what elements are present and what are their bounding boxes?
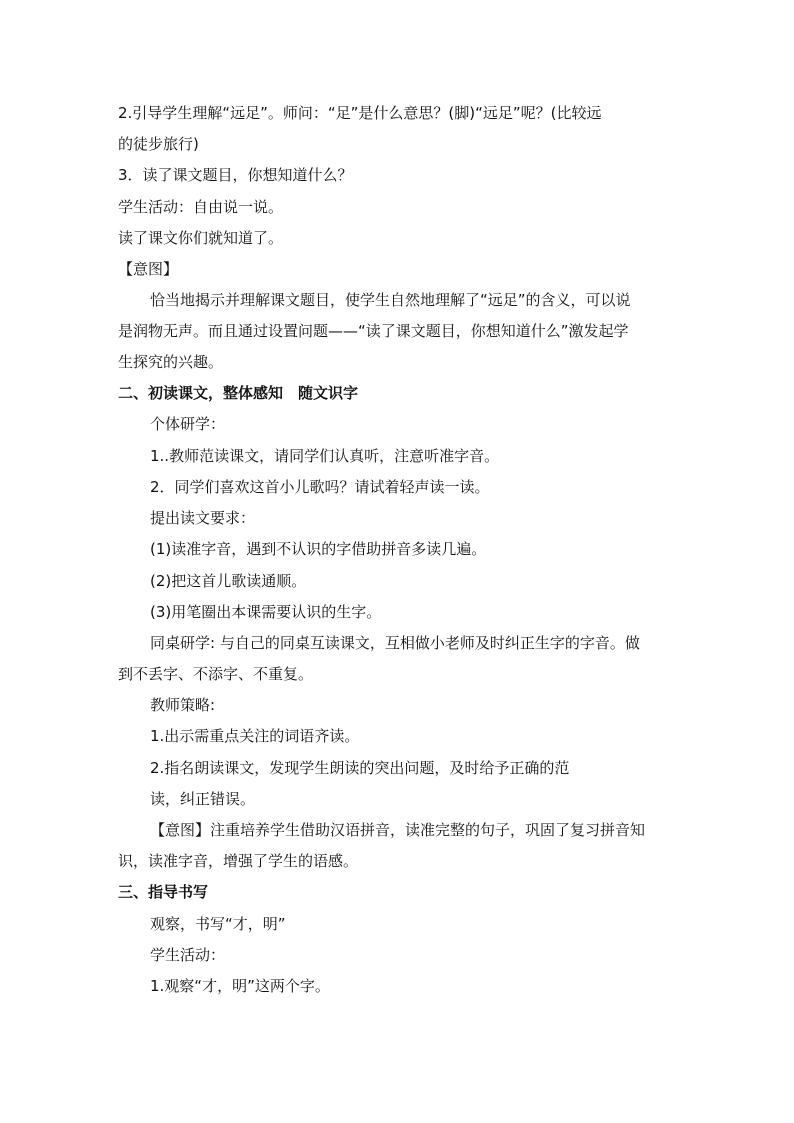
text-line: 的徒步旅行) [118, 135, 199, 153]
text-line: 读了课文你们就知道了。 [118, 229, 284, 247]
text-line: 读，纠正错误。 [150, 790, 256, 808]
text-line: 1.出示需重点关注的词语齐读。 [150, 727, 360, 745]
text-line: 1.观察“才，明”这两个字。 [150, 977, 330, 995]
text-line: (1)读准字音，遇到不认识的字借助拼音多读几遍。 [150, 540, 487, 558]
section-heading: 二、初读课文，整体感知 随文识字 [118, 384, 359, 402]
text-line: 1..教师范读课文，请同学们认真听，注意听准字音。 [150, 447, 500, 465]
text-line: 2.指名朗读课文，发现学生朗读的突出问题，及时给予正确的范 [150, 759, 570, 777]
text-line: 【意图】注重培养学生借助汉语拼音，读准完整的句子，巩固了复习拼音知 [150, 821, 646, 839]
section-note-heading: 【意图】 [118, 260, 179, 278]
text-line: 个体研学： [150, 415, 226, 433]
text-line: 到不丢字、不添字、不重复。 [118, 665, 314, 683]
text-line: 观察，书写“才，明” [150, 915, 286, 933]
text-line: 恰当地揭示并理解课文题目，使学生自然地理解了“远足”的含义，可以说 [150, 291, 631, 309]
text-line: 识，读准字音，增强了学生的语感。 [118, 852, 359, 870]
text-line: 2.引导学生理解“远足”。师问：“足”是什么意思？(脚)“远足”呢？(比较远 [118, 104, 602, 122]
text-line: 生探究的兴趣。 [118, 353, 224, 371]
text-line: 同桌研学: 与自己的同桌互读课文，互相做小老师及时纠正生字的字音。做 [150, 634, 640, 652]
text-line: 是润物无声。而且通过设置问题——“读了课文题目，你想知道什么”激发起学 [118, 322, 629, 340]
text-line: 学生活动： [150, 946, 226, 964]
text-line: (3)用笔圈出本课需要认识的生字。 [150, 603, 382, 621]
text-line: (2)把这首儿歌读通顺。 [150, 572, 307, 590]
text-line: 学生活动：自由说一说。 [118, 198, 284, 216]
text-line: 3．读了课文题目，你想知道什么？ [118, 166, 353, 184]
text-line: 提出读文要求： [150, 509, 256, 527]
text-line: 2．同学们喜欢这首小儿歌吗？请试着轻声读一读。 [150, 478, 490, 496]
text-line: 教师策略: [150, 696, 216, 714]
section-heading: 三、指导书写 [118, 883, 209, 901]
